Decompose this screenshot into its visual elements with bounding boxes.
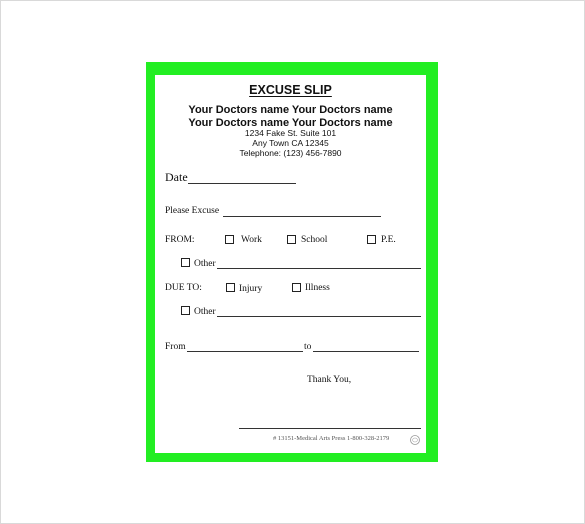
date-line bbox=[188, 183, 296, 184]
from-other-line bbox=[217, 268, 421, 269]
doctor-names-line-2: Your Doctors name Your Doctors name bbox=[188, 117, 393, 129]
to-label: to bbox=[304, 342, 312, 352]
illness-checkbox[interactable] bbox=[292, 283, 301, 292]
telephone: Telephone: (123) 456-7890 bbox=[239, 148, 342, 158]
due-other-line bbox=[217, 316, 421, 317]
address-line-2: Any Town CA 12345 bbox=[252, 138, 329, 148]
signature-line bbox=[239, 428, 421, 429]
please-excuse-label: Please Excuse bbox=[165, 206, 220, 216]
slip-title: EXCUSE SLIP bbox=[249, 83, 332, 97]
due-other-label: Other bbox=[194, 307, 216, 317]
doctor-names-line-1: Your Doctors name Your Doctors name bbox=[188, 104, 393, 116]
from-other-label: Other bbox=[194, 259, 216, 269]
to-date-line bbox=[313, 351, 419, 352]
printer-footer: # 13151-Medical Arts Press 1-800-328-2179 bbox=[273, 435, 390, 442]
from-date-line bbox=[187, 351, 303, 352]
due-other-checkbox[interactable] bbox=[181, 306, 190, 315]
excuse-slip bbox=[146, 62, 438, 462]
address-line-1: 1234 Fake St. Suite 101 bbox=[244, 128, 337, 138]
from-date-label: From bbox=[165, 342, 186, 352]
injury-checkbox[interactable] bbox=[226, 283, 235, 292]
pe-checkbox[interactable] bbox=[367, 235, 376, 244]
from-other-checkbox[interactable] bbox=[181, 258, 190, 267]
slip-paper bbox=[155, 75, 426, 453]
school-option-label: School bbox=[301, 235, 328, 245]
thank-you-text: Thank You, bbox=[307, 375, 352, 385]
work-option-label: Work bbox=[241, 235, 262, 245]
pe-option-label: P.E. bbox=[381, 235, 396, 245]
injury-option-label: Injury bbox=[239, 284, 263, 294]
date-label: Date bbox=[165, 170, 188, 184]
illness-option-label: Illness bbox=[305, 283, 330, 293]
please-excuse-line bbox=[223, 216, 381, 217]
due-to-label: DUE TO: bbox=[165, 283, 202, 293]
work-checkbox[interactable] bbox=[225, 235, 234, 244]
from-label: FROM: bbox=[165, 235, 195, 245]
watermark-stamp-icon bbox=[408, 434, 422, 446]
school-checkbox[interactable] bbox=[287, 235, 296, 244]
